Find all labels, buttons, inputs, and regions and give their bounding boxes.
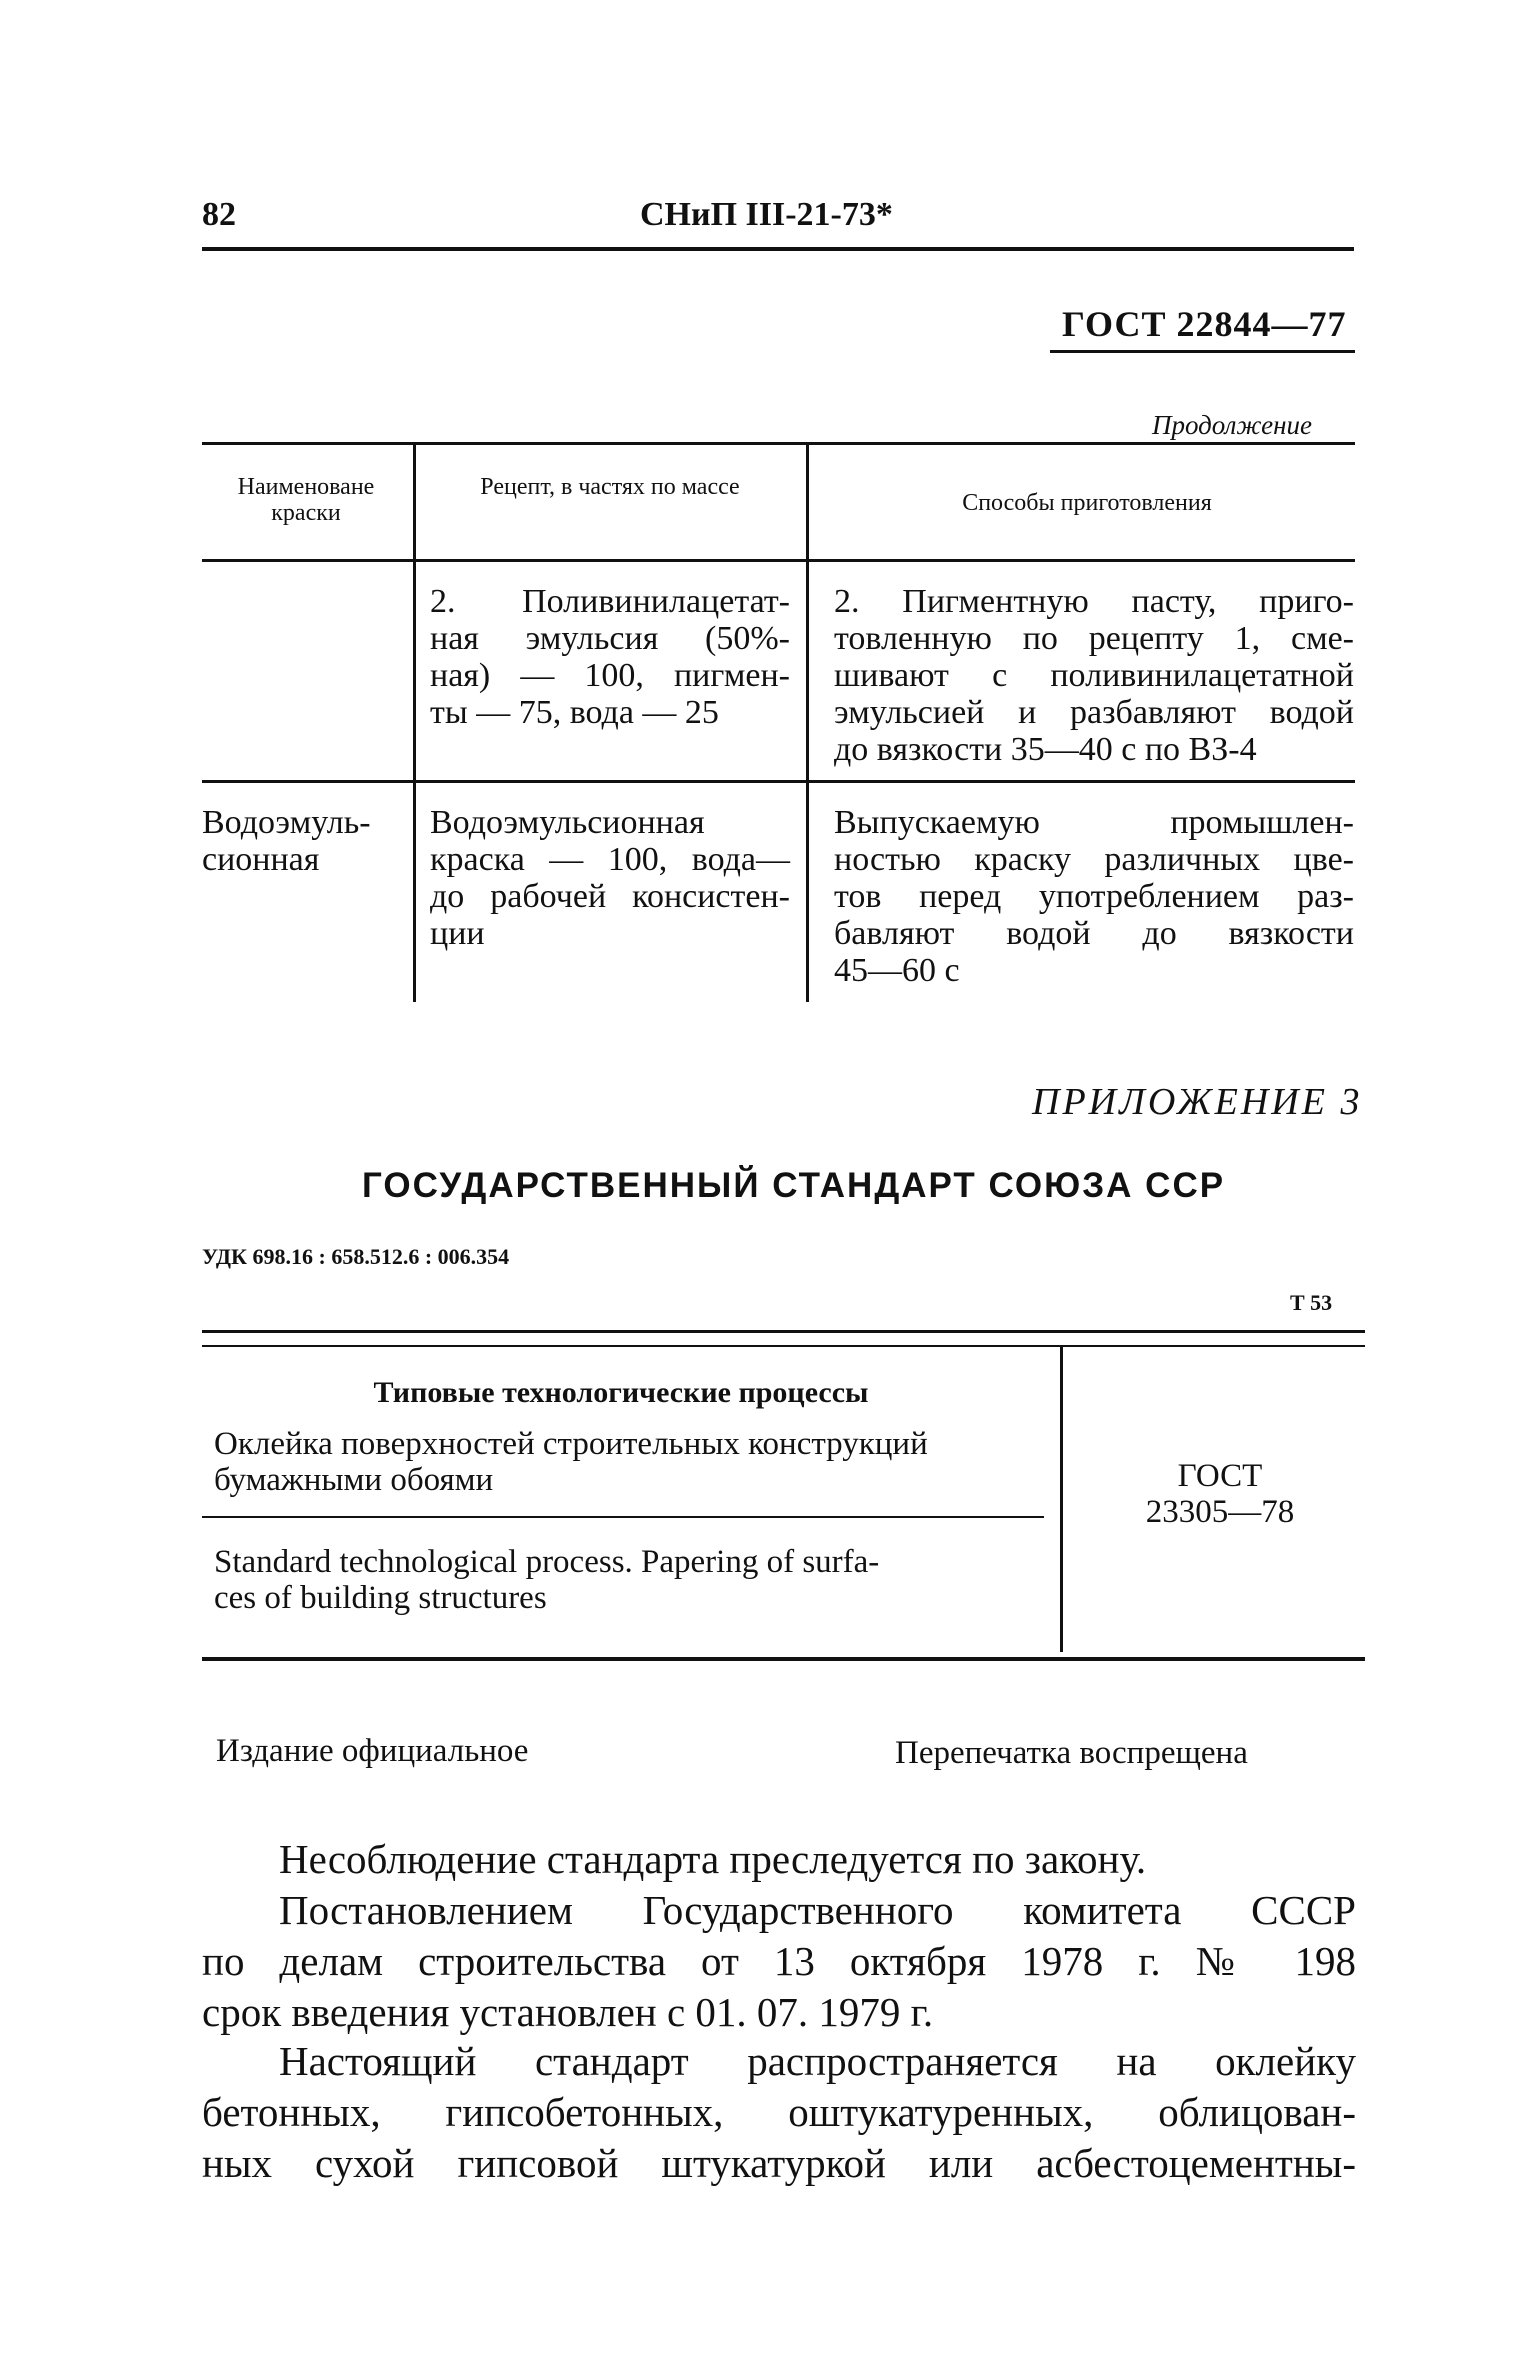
reprint-notice: Перепечатка воспрещена [895, 1735, 1248, 1771]
continued-label: Продолжение [1152, 410, 1313, 440]
gost-number-block: ГОСТ 23305—78 [1145, 1458, 1295, 1530]
column-header-method: Способы приготовления [962, 490, 1212, 516]
standard-title: ГОСУДАРСТВЕННЫЙ СТАНДАРТ СОЮЗА ССР [362, 1166, 1226, 1205]
table-top-rule [202, 442, 1355, 445]
official-edition: Издание официальное [216, 1733, 529, 1769]
table-row-rule [202, 780, 1355, 783]
header-rule [202, 247, 1354, 251]
paragraph-decree: Постановлением Государственного комитета СССР по делам строительства от 13 октября 1978 г. № 198 срок введения установлен с 01. 07. 1979 г. [202, 1887, 1356, 2035]
gost-reference: ГОСТ 22844—77 [1062, 304, 1347, 344]
udk-code: УДК 698.16 : 658.512.6 : 006.354 [202, 1244, 510, 1269]
classification-code: Т 53 [1290, 1290, 1333, 1315]
title-box-top-rule-inner [202, 1345, 1365, 1347]
title-box-bottom-rule [202, 1657, 1365, 1661]
title-english: Standard technological process. Papering of surfa- ces of building structures [214, 1544, 880, 1616]
column-header-recipe: Рецепт, в частях по массе [480, 474, 740, 500]
paragraph-scope: Настоящий стандарт распространяется на оклейку бетонных, гипсобетонных, оштукатуренных, облицован- ных сухой гипсовой штукатуркой или асбестоцементны- [202, 2038, 1356, 2186]
column-header-name: Наименоване краски [237, 474, 375, 526]
table-row-1-recipe: 2. Поливинилацетат- ная эмульсия (50%- ная) — 100, пигмен- ты — 75, вода — 25 [430, 583, 790, 731]
document-code: СНиП III-21-73* [640, 196, 893, 233]
title-box-divider [1060, 1347, 1063, 1652]
table-row-2-name: Водоэмуль- сионная [202, 804, 371, 878]
table-col-divider-2 [806, 442, 809, 1002]
table-row-2-recipe: Водоэмульсионная краска — 100, вода— до рабочей консистен- ции [430, 804, 790, 952]
process-heading: Типовые технологические процессы [373, 1376, 869, 1409]
gost-underline [1050, 350, 1355, 353]
paragraph-compliance: Несоблюдение стандарта преследуется по закону. [279, 1836, 1147, 1882]
table-row-2-method: Выпускаемую промышлен- ностью краску различных цве- тов перед употреблением раз- бавляют водой до вязкости 45—60 с [834, 804, 1354, 989]
title-box-top-rule [202, 1330, 1365, 1333]
table-row-1-method: 2. Пигментную пасту, приго- товленную по рецепту 1, сме- шивают с поливинилацетатной эмульсией и разбавляют водой до вязкости 35—40 с по ВЗ-4 [834, 583, 1354, 768]
page-number: 82 [202, 196, 236, 233]
title-box-language-rule [202, 1516, 1044, 1518]
table-col-divider-1 [413, 442, 416, 1002]
table-header-rule [202, 559, 1355, 562]
appendix-label: ПРИЛОЖЕНИЕ 3 [1032, 1081, 1363, 1123]
title-russian: Оклейка поверхностей строительных конструкций бумажными обоями [214, 1426, 928, 1498]
